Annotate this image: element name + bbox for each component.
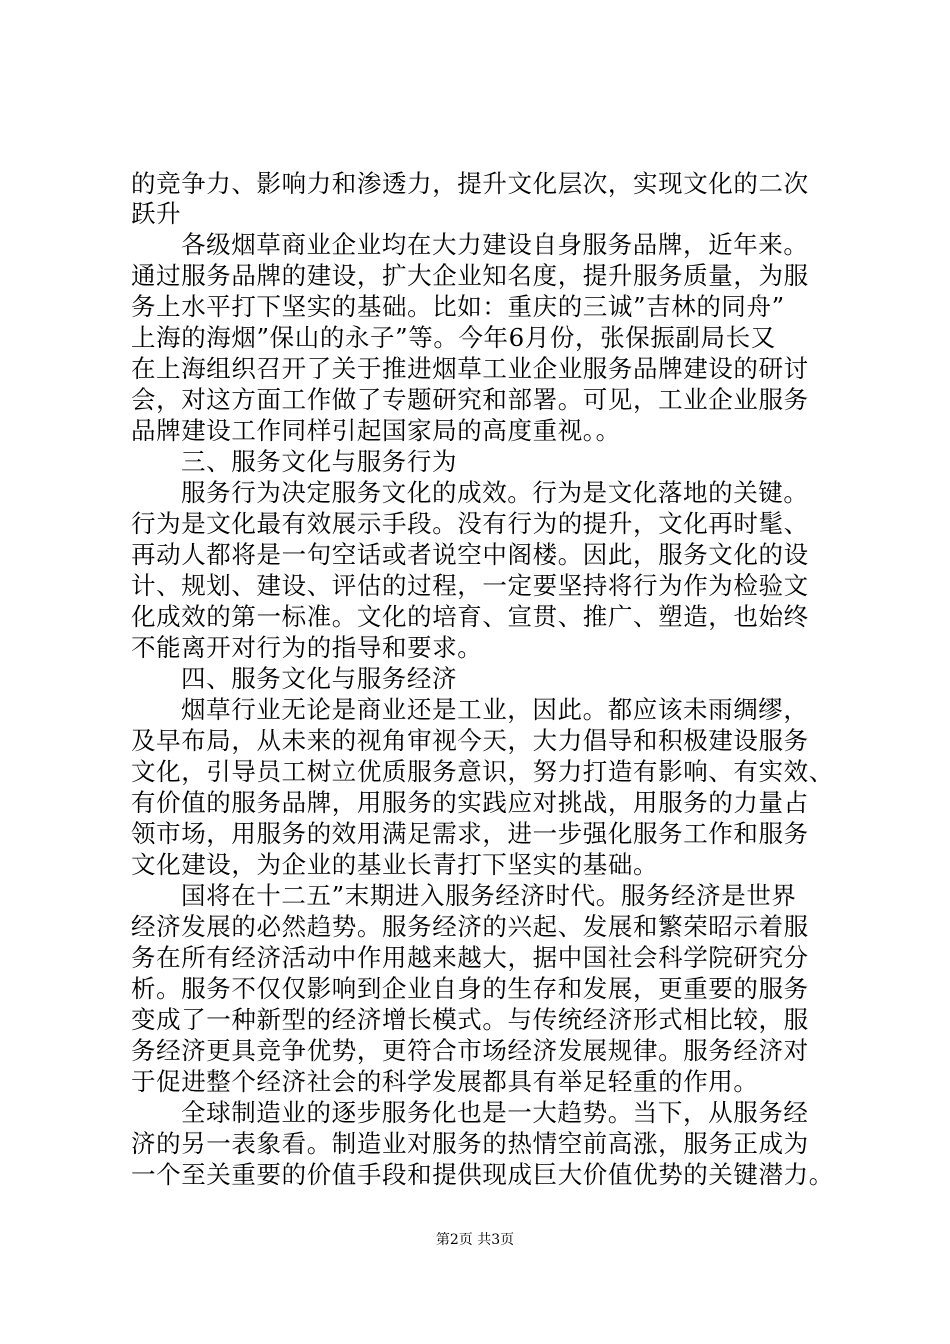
text-line: 务上水平打下坚实的基础。比如：重庆的三诚”吉林的同舟” — [131, 292, 785, 321]
text-line: 化成效的第一标准。文化的培育、宣贯、推广、塑造，也始终 — [131, 602, 809, 631]
text-line: 有价值的服务品牌，用服务的实践应对挑战，用服务的力量占 — [131, 788, 809, 817]
text-line: 上海的海烟”保山的永子”等。今年6月份，张保振副局长又 — [131, 323, 776, 352]
text-line: 计、规划、建设、评估的过程，一定要坚持将行为作为检验文 — [131, 571, 809, 600]
text-line: 会，对这方面工作做了专题研究和部署。可见，工业企业服务 — [131, 385, 809, 414]
text-line: 在上海组织召开了关于推进烟草工业企业服务品牌建设的研讨 — [131, 354, 809, 383]
text-line: 不能离开对行为的指导和要求。 — [131, 633, 483, 662]
text-line: 再动人都将是一句空话或者说空中阁楼。因此，服务文化的设 — [131, 540, 809, 569]
text-line: 文化，引导员工树立优质服务意识，努力打造有影响、有实效、 — [131, 757, 834, 786]
paragraph-first-line: 各级烟草商业企业均在大力建设自身服务品牌，近年来。 — [181, 230, 809, 259]
text-line: 于促进整个经济社会的科学发展都具有举足轻重的作用。 — [131, 1067, 759, 1096]
text-line: 务经济更具竞争优势，更符合市场经济发展规律。服务经济对 — [131, 1036, 809, 1065]
paragraph-first-line: 国将在十二五”末期进入服务经济时代。服务经济是世界 — [181, 881, 797, 910]
text-line: 变成了一种新型的经济增长模式。与传统经济形式相比较，服 — [131, 1005, 809, 1034]
section-heading: 三、服务文化与服务行为 — [181, 447, 458, 476]
paragraph-first-line: 烟草行业无论是商业还是工业，因此。都应该未雨绸缪， — [181, 695, 809, 724]
text-line: 济的另一表象看。制造业对服务的热情空前高涨，服务正成为 — [131, 1129, 809, 1158]
text-line: 经济发展的必然趋势。服务经济的兴起、发展和繁荣昭示着服 — [131, 912, 809, 941]
section-heading: 四、服务文化与服务经济 — [181, 664, 458, 693]
text-line: 析。服务不仅仅影响到企业自身的生存和发展，更重要的服务 — [131, 974, 809, 1003]
paragraph-first-line: 服务行为决定服务文化的成效。行为是文化落地的关键。 — [181, 478, 809, 507]
text-line: 务在所有经济活动中作用越来越大，据中国社会科学院研究分 — [131, 943, 809, 972]
text-line: 行为是文化最有效展示手段。没有行为的提升，文化再时髦、 — [131, 509, 809, 538]
text-line: 品牌建设工作同样引起国家局的高度重视。。 — [131, 416, 621, 445]
text-line: 跃升 — [131, 199, 182, 228]
page-number-footer: 第2页 共3页 — [435, 1232, 515, 1248]
text-line: 领市场，用服务的效用满足需求，进一步强化服务工作和服务 — [131, 819, 809, 848]
text-line: 的竞争力、影响力和渗透力，提升文化层次，实现文化的二次 — [131, 169, 809, 198]
text-line: 一个至关重要的价值手段和提供现成巨大价值优势的关键潜力。 — [131, 1160, 834, 1189]
text-line: 通过服务品牌的建设，扩大企业知名度，提升服务质量，为服 — [131, 261, 809, 290]
text-line: 文化建设，为企业的基业长青打下坚实的基础。 — [131, 850, 659, 879]
text-line: 及早布局，从未来的视角审视今天，大力倡导和积极建设服务 — [131, 726, 809, 755]
paragraph-first-line: 全球制造业的逐步服务化也是一大趋势。当下，从服务经 — [181, 1098, 809, 1127]
